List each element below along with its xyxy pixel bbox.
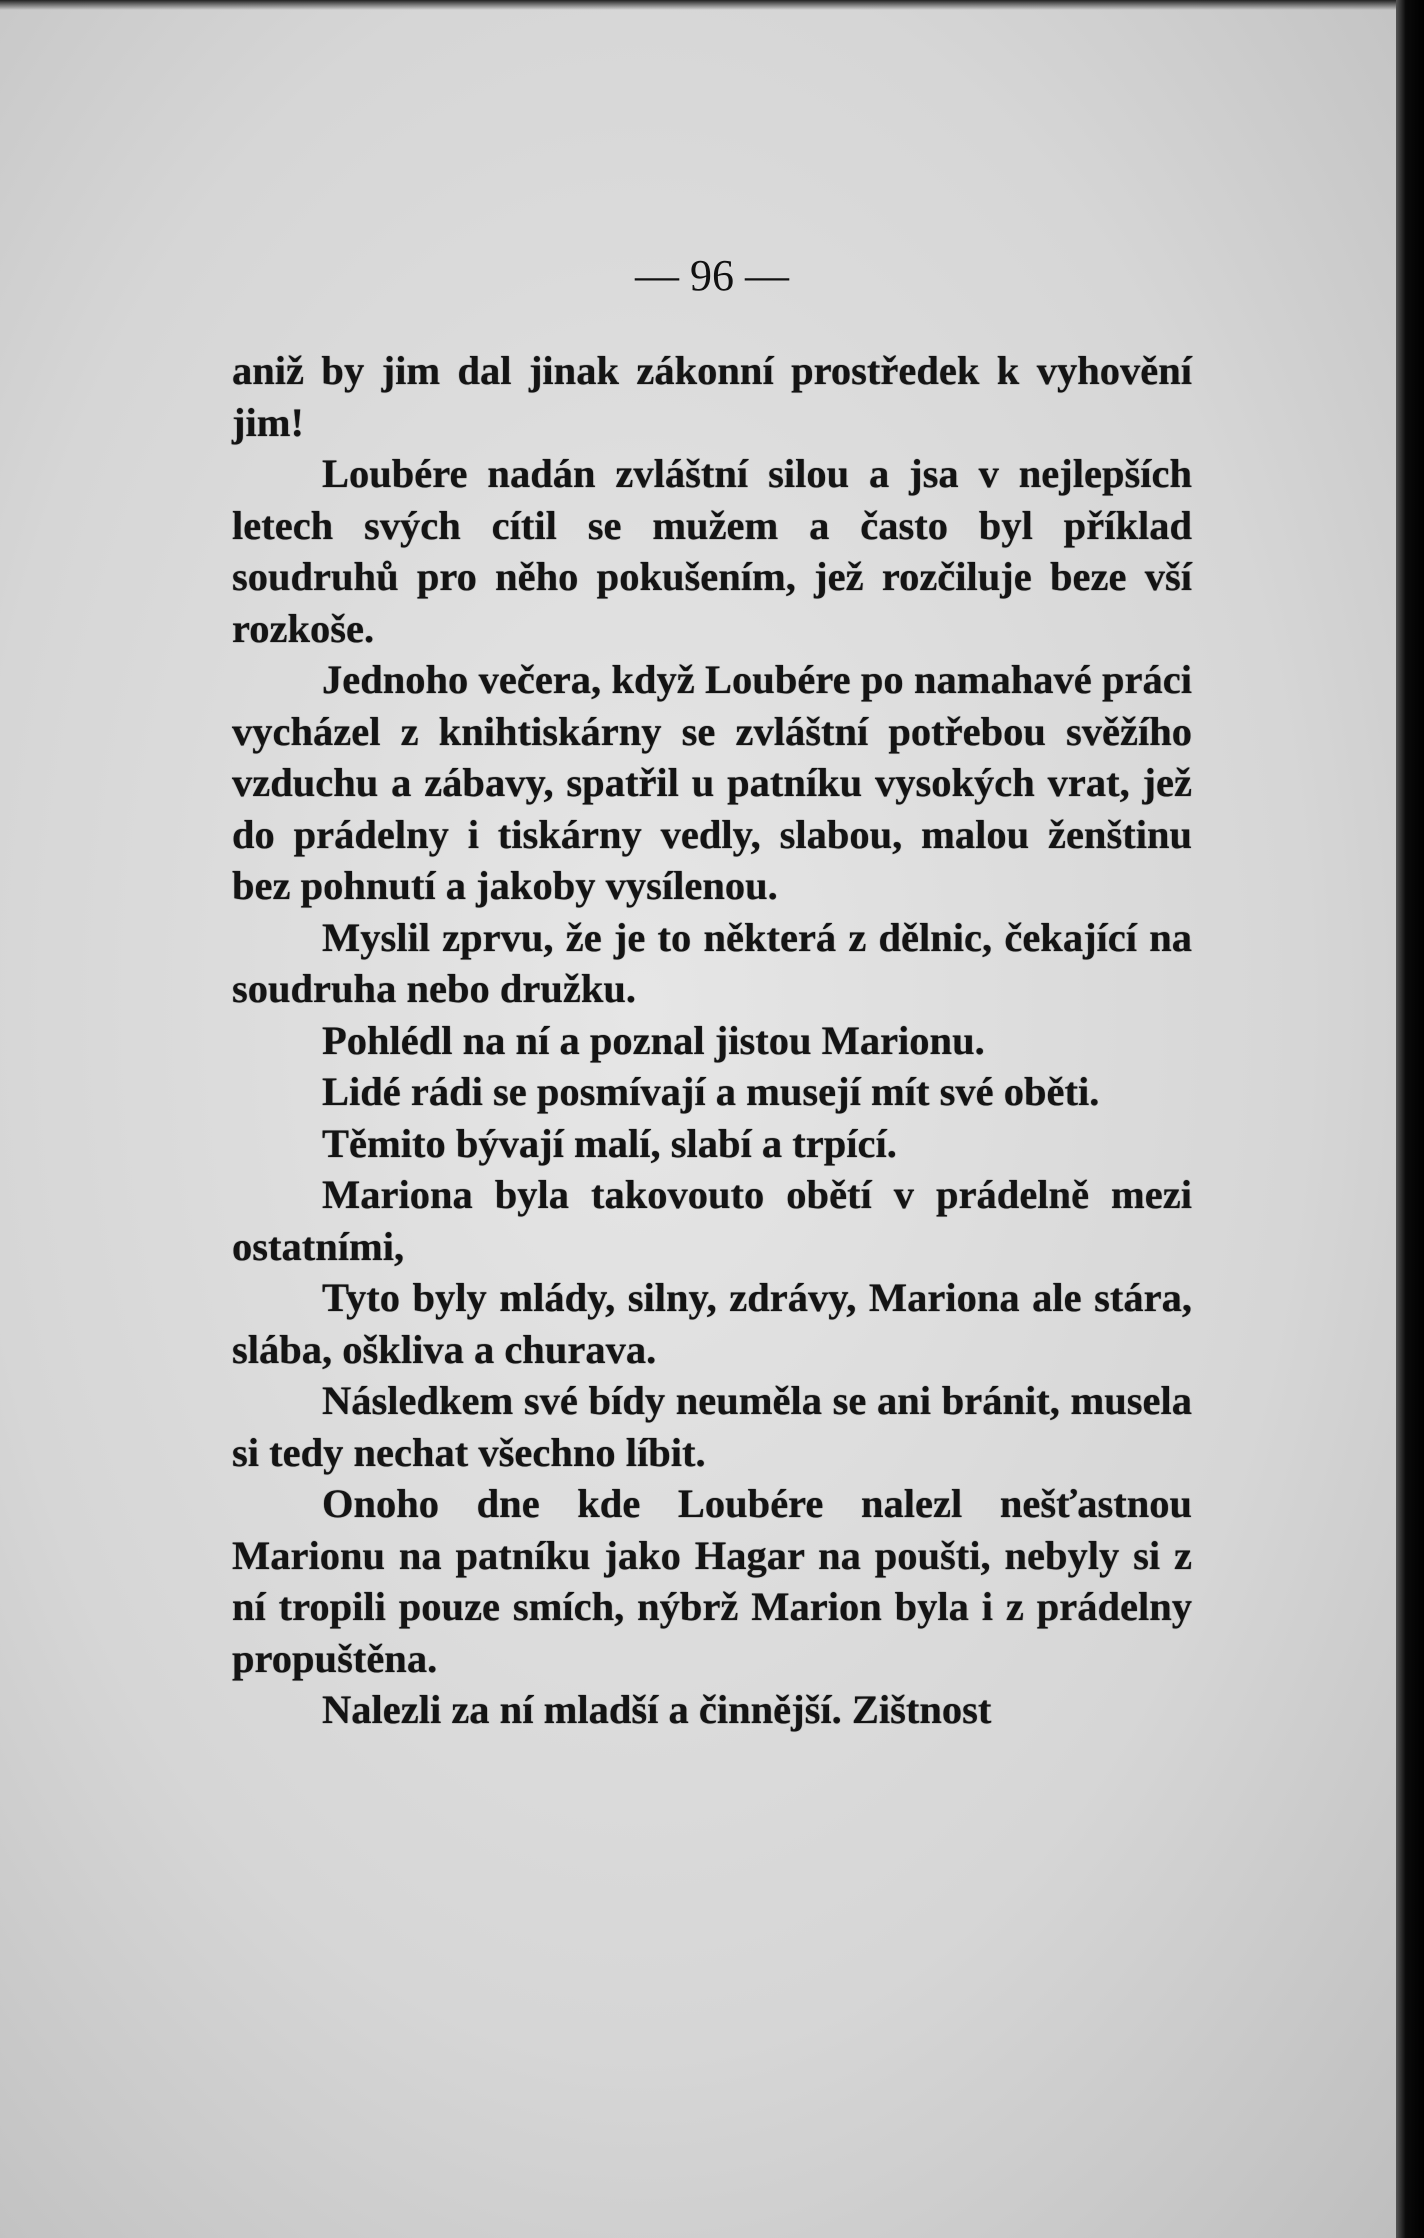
paragraph: Pohlédl na ní a poznal jistou Marionu. [322, 1017, 985, 1063]
paragraph: Těmito bývají malí, slabí a trpící. [322, 1120, 897, 1166]
page-top-shadow [0, 0, 1424, 10]
paragraph: aniž by jim dal jinak zákonní prostředek k vyhovění jim! [232, 348, 1192, 445]
paragraph: Loubére nadán zvláštní silou a jsa v nejlepších letech svých cítil se mužem a často byl příklad soudruhů pro něho pokušením, jež rozčiluje beze vší rozkoše. [232, 451, 1192, 651]
paragraph: Mariona byla takovouto obětí v prádelně mezi ostatními, [232, 1172, 1192, 1269]
paragraph: Lidé rádi se posmívají a musejí mít své oběti. [322, 1069, 1100, 1114]
paragraph: Následkem své bídy neuměla se ani bránit, musela si tedy nechat všechno líbit. [232, 1378, 1192, 1475]
body-text [232, 345, 1192, 1736]
page-number: — 96 — [635, 251, 789, 300]
book-spine-shadow [1396, 0, 1424, 2238]
paragraph: Myslil zprvu, že je to některá z dělnic, čekající na soudruha nebo družku. [232, 914, 1192, 1011]
paragraph: Tyto byly mlády, silny, zdrávy, Mariona ale stára, slába, oškliva a churava. [232, 1275, 1192, 1372]
paragraph: Onoho dne kde Loubére nalezl nešťastnou Marionu na patníku jako Hagar na poušti, nebyly si z ní tropili pouze smích, nýbrž Marion byla i z prádelny propuštěna. [232, 1481, 1192, 1681]
paragraph: Jednoho večera, když Loubére po namahavé práci vycházel z knihtiskárny se zvláštní potřebou svěžího vzduchu a zábavy, spatřil u patníku vysokých vrat, jež do prádelny i tiskárny vedly, slabou, malou ženštinu bez pohnutí a jakoby vysílenou. [232, 657, 1192, 908]
paragraph: Nalezli za ní mladší a činnější. Zištnost [322, 1687, 992, 1732]
